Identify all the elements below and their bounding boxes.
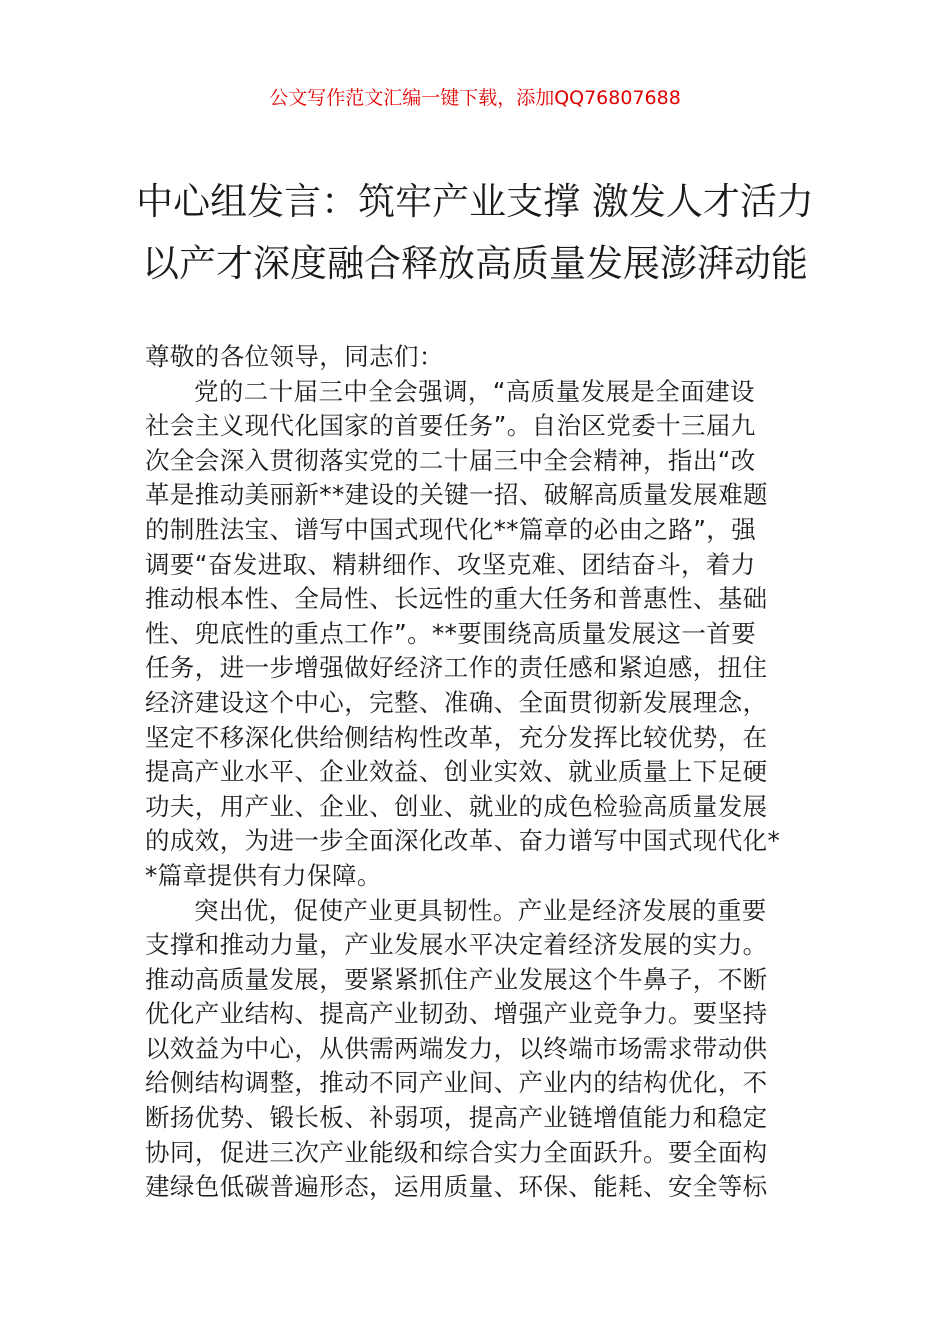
paragraph-1-line: 性、兜底性的重点工作”。**要围绕高质量发展这一首要 (145, 618, 757, 648)
paragraph-1-line: 的制胜法宝、谱写中国式现代化**篇章的必由之路”，强 (145, 514, 757, 544)
paragraph-1-line: 坚定不移深化供给侧结构性改革，充分发挥比较优势，在 (145, 722, 768, 752)
paragraph-1-line: 的成效，为进一步全面深化改革、奋力谱写中国式现代化* (145, 826, 781, 856)
paragraph-1-line: 社会主义现代化国家的首要任务”。自治区党委十三届九 (145, 411, 756, 441)
paragraph-1-line: 推动根本性、全局性、长远性的重大任务和普惠性、基础 (145, 584, 768, 614)
document-title-line-2: 以产才深度融合释放高质量发展澎湃动能 (142, 242, 808, 285)
paragraph-1-line: 任务，进一步增强做好经济工作的责任感和紧迫感，扭住 (145, 653, 768, 683)
paragraph-1-line: 经济建设这个中心，完整、准确、全面贯彻新发展理念， (145, 687, 768, 717)
paragraph-1-line: 提高产业水平、企业效益、创业实效、就业质量上下足硬 (145, 757, 768, 787)
paragraph-1-line: 革是推动美丽新**建设的关键一招、破解高质量发展难题 (145, 480, 768, 510)
paragraph-2-line: 给侧结构调整，推动不同产业间、产业内的结构优化，不 (145, 1068, 768, 1098)
paragraph-2-line: 推动高质量发展，要紧紧抓住产业发展这个牛鼻子，不断 (145, 964, 768, 994)
paragraph-2-line: 支撑和推动力量，产业发展水平决定着经济发展的实力。 (145, 930, 768, 960)
download-notice: 公文写作范文汇编一键下载，添加QQ76807688 (269, 87, 681, 109)
paragraph-1-line: 调要“奋发进取、精耕细作、攻坚克难、团结奋斗，着力 (145, 549, 756, 579)
document-body (145, 340, 805, 1205)
document-title-line-1: 中心组发言：筑牢产业支撑 激发人才活力 (136, 180, 814, 223)
paragraph-2-line: 突出优，促使产业更具韧性。产业是经济发展的重要 (194, 895, 767, 925)
paragraph-2-line: 以效益为中心，从供需两端发力，以终端市场需求带动供 (145, 1033, 768, 1063)
paragraph-2-line: 协同，促进三次产业能级和综合实力全面跃升。要全面构 (145, 1137, 768, 1167)
paragraph-1-line: 次全会深入贯彻落实党的二十届三中全会精神，指出“改 (145, 445, 756, 475)
salutation: 尊敬的各位领导，同志们： (145, 342, 444, 371)
paragraph-2-line: 断扬优势、锻长板、补弱项，提高产业链增值能力和稳定 (145, 1103, 768, 1133)
paragraph-2-line: 优化产业结构、提高产业韧劲、增强产业竞争力。要坚持 (145, 999, 768, 1029)
paragraph-1-line: 党的二十届三中全会强调，“高质量发展是全面建设 (194, 376, 755, 406)
paragraph-1-line: 功夫，用产业、企业、创业、就业的成色检验高质量发展 (145, 791, 768, 821)
paragraph-2-line: 建绿色低碳普遍形态，运用质量、环保、能耗、安全等标 (145, 1172, 768, 1202)
paragraph-1-line: *篇章提供有力保障。 (145, 860, 382, 890)
